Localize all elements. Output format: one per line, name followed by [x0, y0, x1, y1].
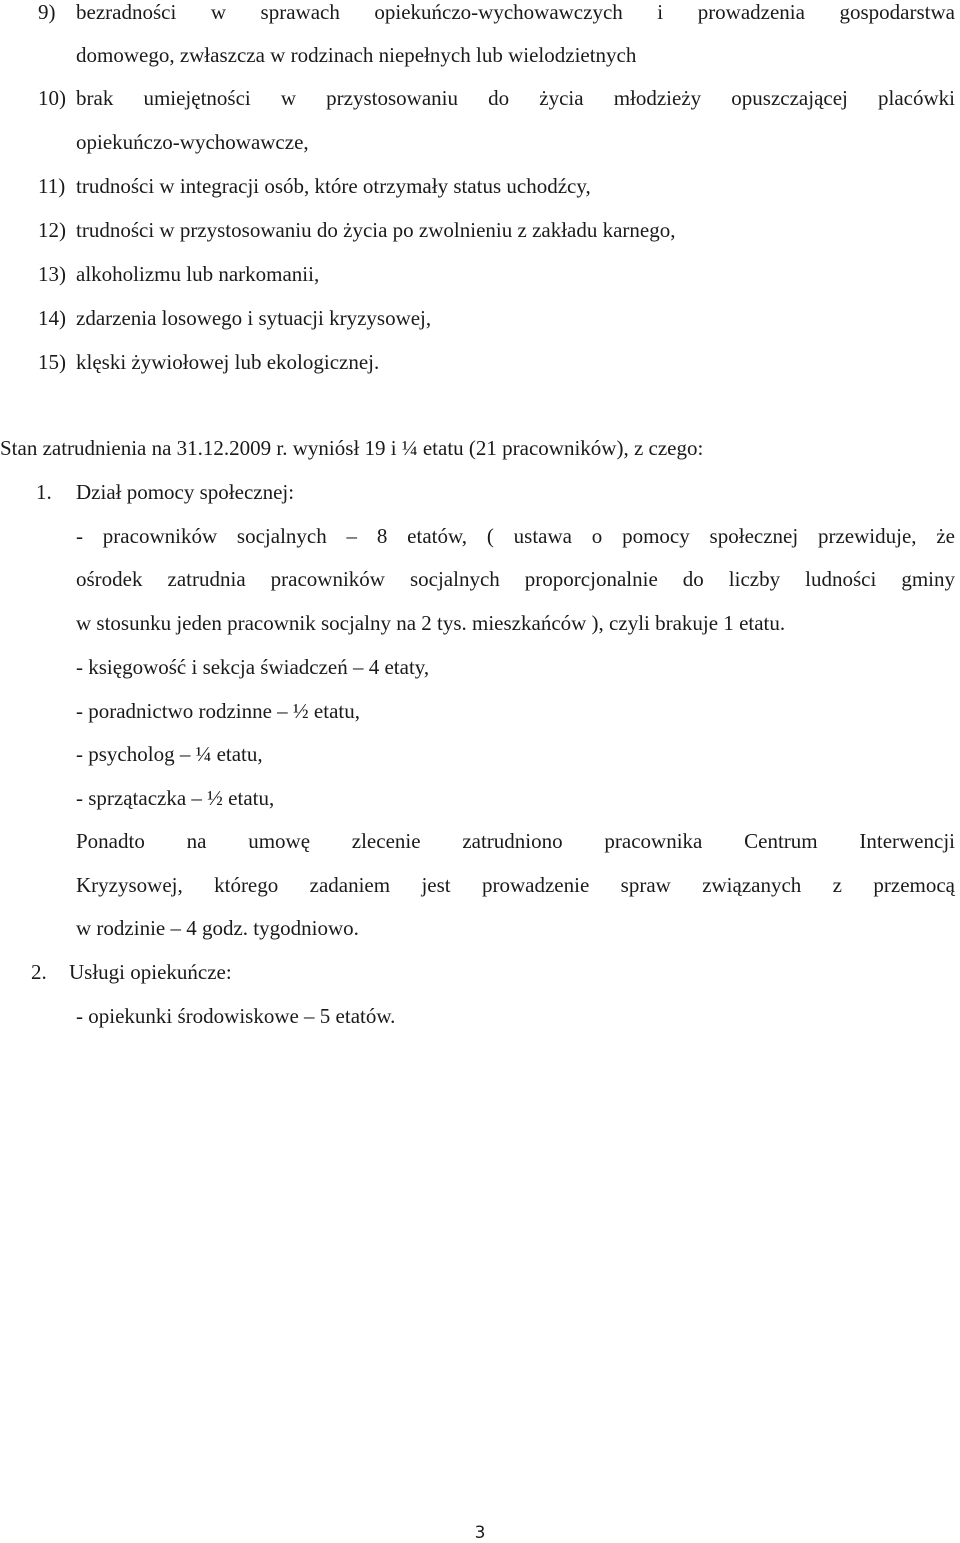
list-item-9-line-1: bezradności w sprawach opiekuńczo-wychowawczych i prowadzenia gospodarstwa: [76, 0, 955, 24]
section-1-title: Dział pomocy społecznej:: [76, 480, 295, 504]
page-number: 3: [474, 1523, 486, 1543]
social-workers-line-2: ośrodek zatrudnia pracowników socjalnych proporcjonalnie do liczby ludności gminy: [76, 567, 955, 591]
social-workers-line-1: - pracowników socjalnych – 8 etatów, ( ustawa o pomocy społecznej przewiduje, że: [76, 524, 955, 548]
list-item-14: zdarzenia losowego i sytuacji kryzysowej,: [76, 306, 432, 330]
list-num-15: 15): [38, 350, 66, 374]
list-item-13: alkoholizmu lub narkomanii,: [76, 262, 320, 286]
contract-line-3: w rodzinie – 4 godz. tygodniowo.: [76, 916, 359, 940]
psychologist-item: - psycholog – ¼ etatu,: [76, 742, 263, 766]
list-num-9: 9): [38, 0, 56, 24]
list-item-11: trudności w integracji osób, które otrzymały status uchodźcy,: [76, 174, 591, 198]
list-item-15: klęski żywiołowej lub ekologicznej.: [76, 350, 380, 374]
section-1-number: 1.: [36, 480, 52, 504]
list-num-11: 11): [38, 174, 66, 198]
list-num-10: 10): [38, 86, 66, 110]
social-workers-line-3: w stosunku jeden pracownik socjalny na 2 tys. mieszkańców ), czyli brakuje 1 etatu.: [76, 611, 786, 635]
list-item-10-line-1: brak umiejętności w przystosowaniu do życia młodzieży opuszczającej placówki: [76, 86, 955, 110]
list-num-14: 14): [38, 306, 66, 330]
list-num-13: 13): [38, 262, 66, 286]
contract-line-2: Kryzysowej, którego zadaniem jest prowadzenie spraw związanych z przemocą: [76, 873, 955, 897]
contract-line-1: Ponadto na umowę zlecenie zatrudniono pracownika Centrum Interwencji: [76, 829, 955, 853]
list-item-10-line-2: opiekuńczo-wychowawcze,: [76, 130, 309, 154]
counseling-item: - poradnictwo rodzinne – ½ etatu,: [76, 699, 360, 723]
section-2-title: Usługi opiekuńcze:: [69, 960, 232, 984]
accounting-item: - księgowość i sekcja świadczeń – 4 etaty,: [76, 655, 430, 679]
carers-item: - opiekunki środowiskowe – 5 etatów.: [76, 1004, 396, 1028]
section-2-number: 2.: [31, 960, 47, 984]
list-num-12: 12): [38, 218, 66, 242]
employment-heading: Stan zatrudnienia na 31.12.2009 r. wyniósł 19 i ¼ etatu (21 pracowników), z czego:: [0, 436, 704, 460]
list-item-12: trudności w przystosowaniu do życia po zwolnieniu z zakładu karnego,: [76, 218, 676, 242]
list-item-9-line-2: domowego, zwłaszcza w rodzinach niepełnych lub wielodzietnych: [76, 43, 637, 67]
cleaner-item: - sprzątaczka – ½ etatu,: [76, 786, 275, 810]
